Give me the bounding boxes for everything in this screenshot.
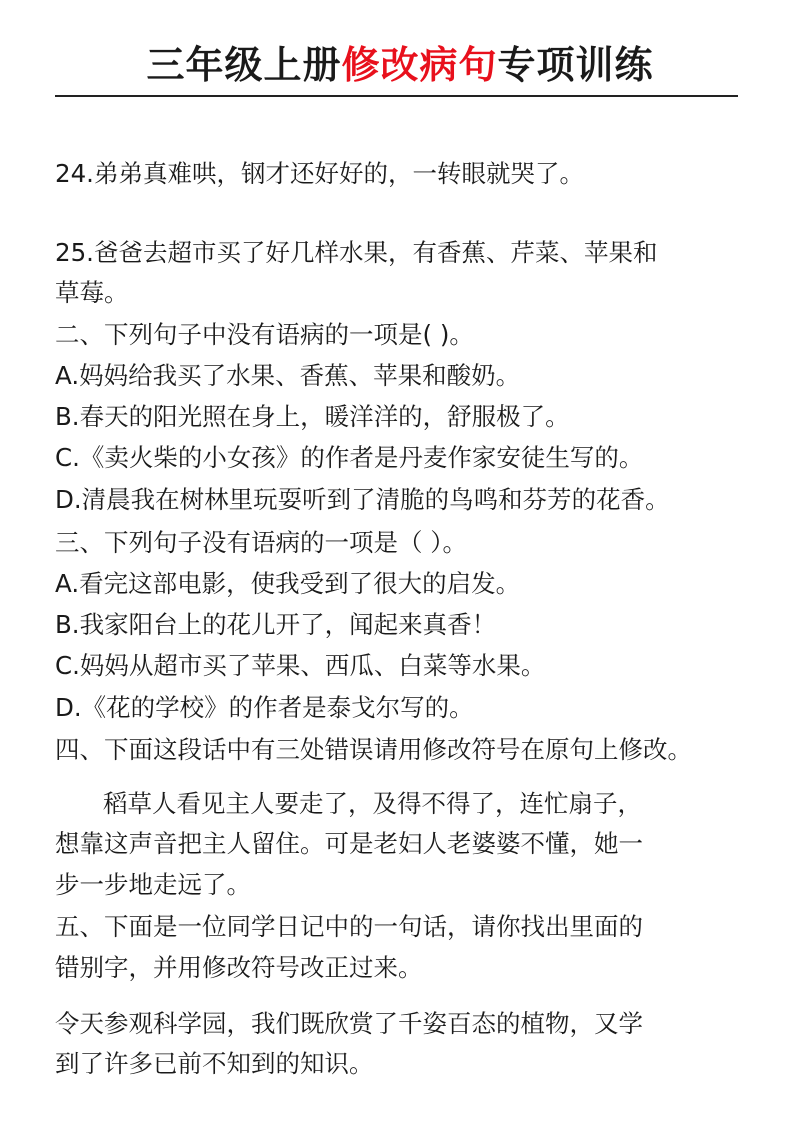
section-2-heading: 二、下列句子中没有语病的一项是( )。 xyxy=(55,320,474,349)
question-24: 24.弟弟真难哄，钢才还好好的，一转眼就哭了。 xyxy=(55,159,584,188)
section-3-option-b: B.我家阳台上的花儿开了，闻起来真香！ xyxy=(55,610,497,639)
section-3-option-c: C.妈妈从超市买了苹果、西瓜、白菜等水果。 xyxy=(55,651,546,680)
section-3-option-a: A.看完这部电影，使我受到了很大的启发。 xyxy=(55,569,521,598)
section-3-option-d: D.《花的学校》的作者是泰戈尔写的。 xyxy=(55,693,474,722)
section-2-option-d: D.清晨我在树林里玩耍听到了清脆的鸟鸣和芬芳的花香。 xyxy=(55,485,670,514)
title-suffix: 专项训练 xyxy=(497,43,654,87)
title-highlight: 修改病句 xyxy=(341,43,498,87)
section-2-option-c: C.《卖火柴的小女孩》的作者是丹麦作家安徒生写的。 xyxy=(55,443,644,472)
section-5-heading-line-1: 五、下面是一位同学日记中的一句话，请你找出里面的 xyxy=(55,912,643,941)
section-4-heading: 四、下面这段话中有三处错误请用修改符号在原句上修改。 xyxy=(55,735,692,764)
title-prefix: 三年级上册 xyxy=(146,43,342,87)
question-25-line-2: 草莓。 xyxy=(55,278,129,307)
section-4-passage-line-1: 稻草人看见主人要走了，及得不得了，连忙扇子， xyxy=(103,789,642,818)
section-3-heading: 三、下列句子没有语病的一项是（ ）。 xyxy=(55,528,468,557)
section-4-passage-line-2: 想靠这声音把主人留住。可是老妇人老婆婆不懂，她一 xyxy=(55,829,643,858)
question-25-line-1: 25.爸爸去超市买了好几样水果，有香蕉、芹菜、苹果和 xyxy=(55,238,658,267)
section-2-option-b: B.春天的阳光照在身上，暖洋洋的，舒服极了。 xyxy=(55,402,570,431)
section-4-passage-line-3: 步一步地走远了。 xyxy=(55,870,251,899)
title-underline xyxy=(55,95,738,97)
section-5-sentence-line-2: 到了许多已前不知到的知识。 xyxy=(55,1049,374,1078)
section-5-heading-line-2: 错别字，并用修改符号改正过来。 xyxy=(55,953,423,982)
section-2-option-a: A.妈妈给我买了水果、香蕉、苹果和酸奶。 xyxy=(55,361,521,390)
page-title xyxy=(0,40,800,90)
section-5-sentence-line-1: 令天参观科学园，我们既欣赏了千姿百态的植物，又学 xyxy=(55,1009,643,1038)
